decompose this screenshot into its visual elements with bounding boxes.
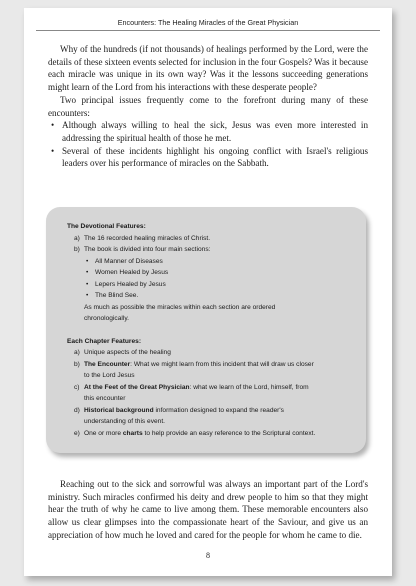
bullet-dot: • — [86, 280, 89, 288]
intro-paragraph-2: Two principal issues frequently come to the forefront during many of these encounters: — [48, 94, 368, 118]
bullet-dot: • — [86, 257, 89, 265]
devotional-item-a: a) The 16 recorded healing miracles of Christ. — [74, 234, 211, 242]
book-page — [24, 8, 392, 576]
page-number: 8 — [206, 551, 210, 560]
chapter-item-e: e) One or more charts to help provide an easy reference to the Scriptural context. — [74, 429, 316, 437]
chapter-item-b: b) The Encounter: What we might learn from this incident that will draw us closer — [74, 360, 314, 368]
section-item: • Lepers Healed by Jesus — [67, 279, 352, 291]
chapter-item-a: a) Unique aspects of the healing — [74, 349, 171, 356]
header-rule — [36, 30, 380, 31]
chapter-item-c: c) At the Feet of the Great Physician: what we learn of the Lord, himself, from — [74, 383, 309, 391]
running-header: Encounters: The Healing Miracles of the Great Physician — [117, 18, 299, 27]
section-item: • Women Healed by Jesus — [67, 267, 352, 279]
devotional-features-heading: The Devotional Features: — [67, 223, 146, 230]
section-item: • The Blind See. — [67, 290, 352, 302]
bullet-dot: • — [86, 292, 89, 299]
closing-paragraph: Reaching out to the sick and sorrowful was always an important part of the Lord's ministry. Such miracles confirmed his deity and drew people to him so that they might hear the truth of why he came to live among them. These memorable encounters also allow us clear glimpses into the compassionate heart of the Saviour, and give us an appreciation of how much he loved and cared for the people for whom he came to die. — [48, 479, 368, 540]
intro-section — [48, 43, 368, 170]
chapter-item-d: d) Historical background information designed to expand the reader's — [74, 406, 284, 414]
intro-bullet-1: • Although always willing to heal the sick, Jesus was even more interested in addressing the spiritual health of those he met. — [48, 119, 368, 144]
features-box — [46, 207, 366, 453]
closing-section — [48, 478, 368, 542]
features-box-content — [67, 221, 352, 439]
bullet-dot: • — [86, 269, 89, 276]
chapter-item-b-continued: to the Lord Jesus — [84, 372, 135, 379]
chapter-features-heading: Each Chapter Features: — [67, 337, 142, 345]
chapter-item-c-continued: this encounter — [84, 395, 126, 402]
chapter-item-d-continued: understanding of this event. — [84, 418, 166, 425]
ordering-note-line-1: As much as possible the miracles within each section are ordered — [84, 303, 276, 311]
intro-bullet-2: • Several of these incidents highlight his ongoing conflict with Israel's religious leaders over his performance of miracles on the Sabbath. — [48, 145, 368, 170]
intro-paragraph-1: Why of the hundreds (if not thousands) of healings performed by the Lord, were the details of these sixteen events selected for inclusion in the four Gospels? Was it because each miracle was unique in its own way? Was it the lessons succeeding generations might learn of the Lord from his interactions with these desperate people? — [48, 44, 368, 93]
intro-bullet-list — [48, 119, 368, 170]
section-item: • All Manner of Diseases — [67, 256, 352, 268]
devotional-item-b: b) The book is divided into four main sections: — [74, 246, 211, 253]
ordering-note-line-2: chronologically. — [84, 315, 129, 322]
